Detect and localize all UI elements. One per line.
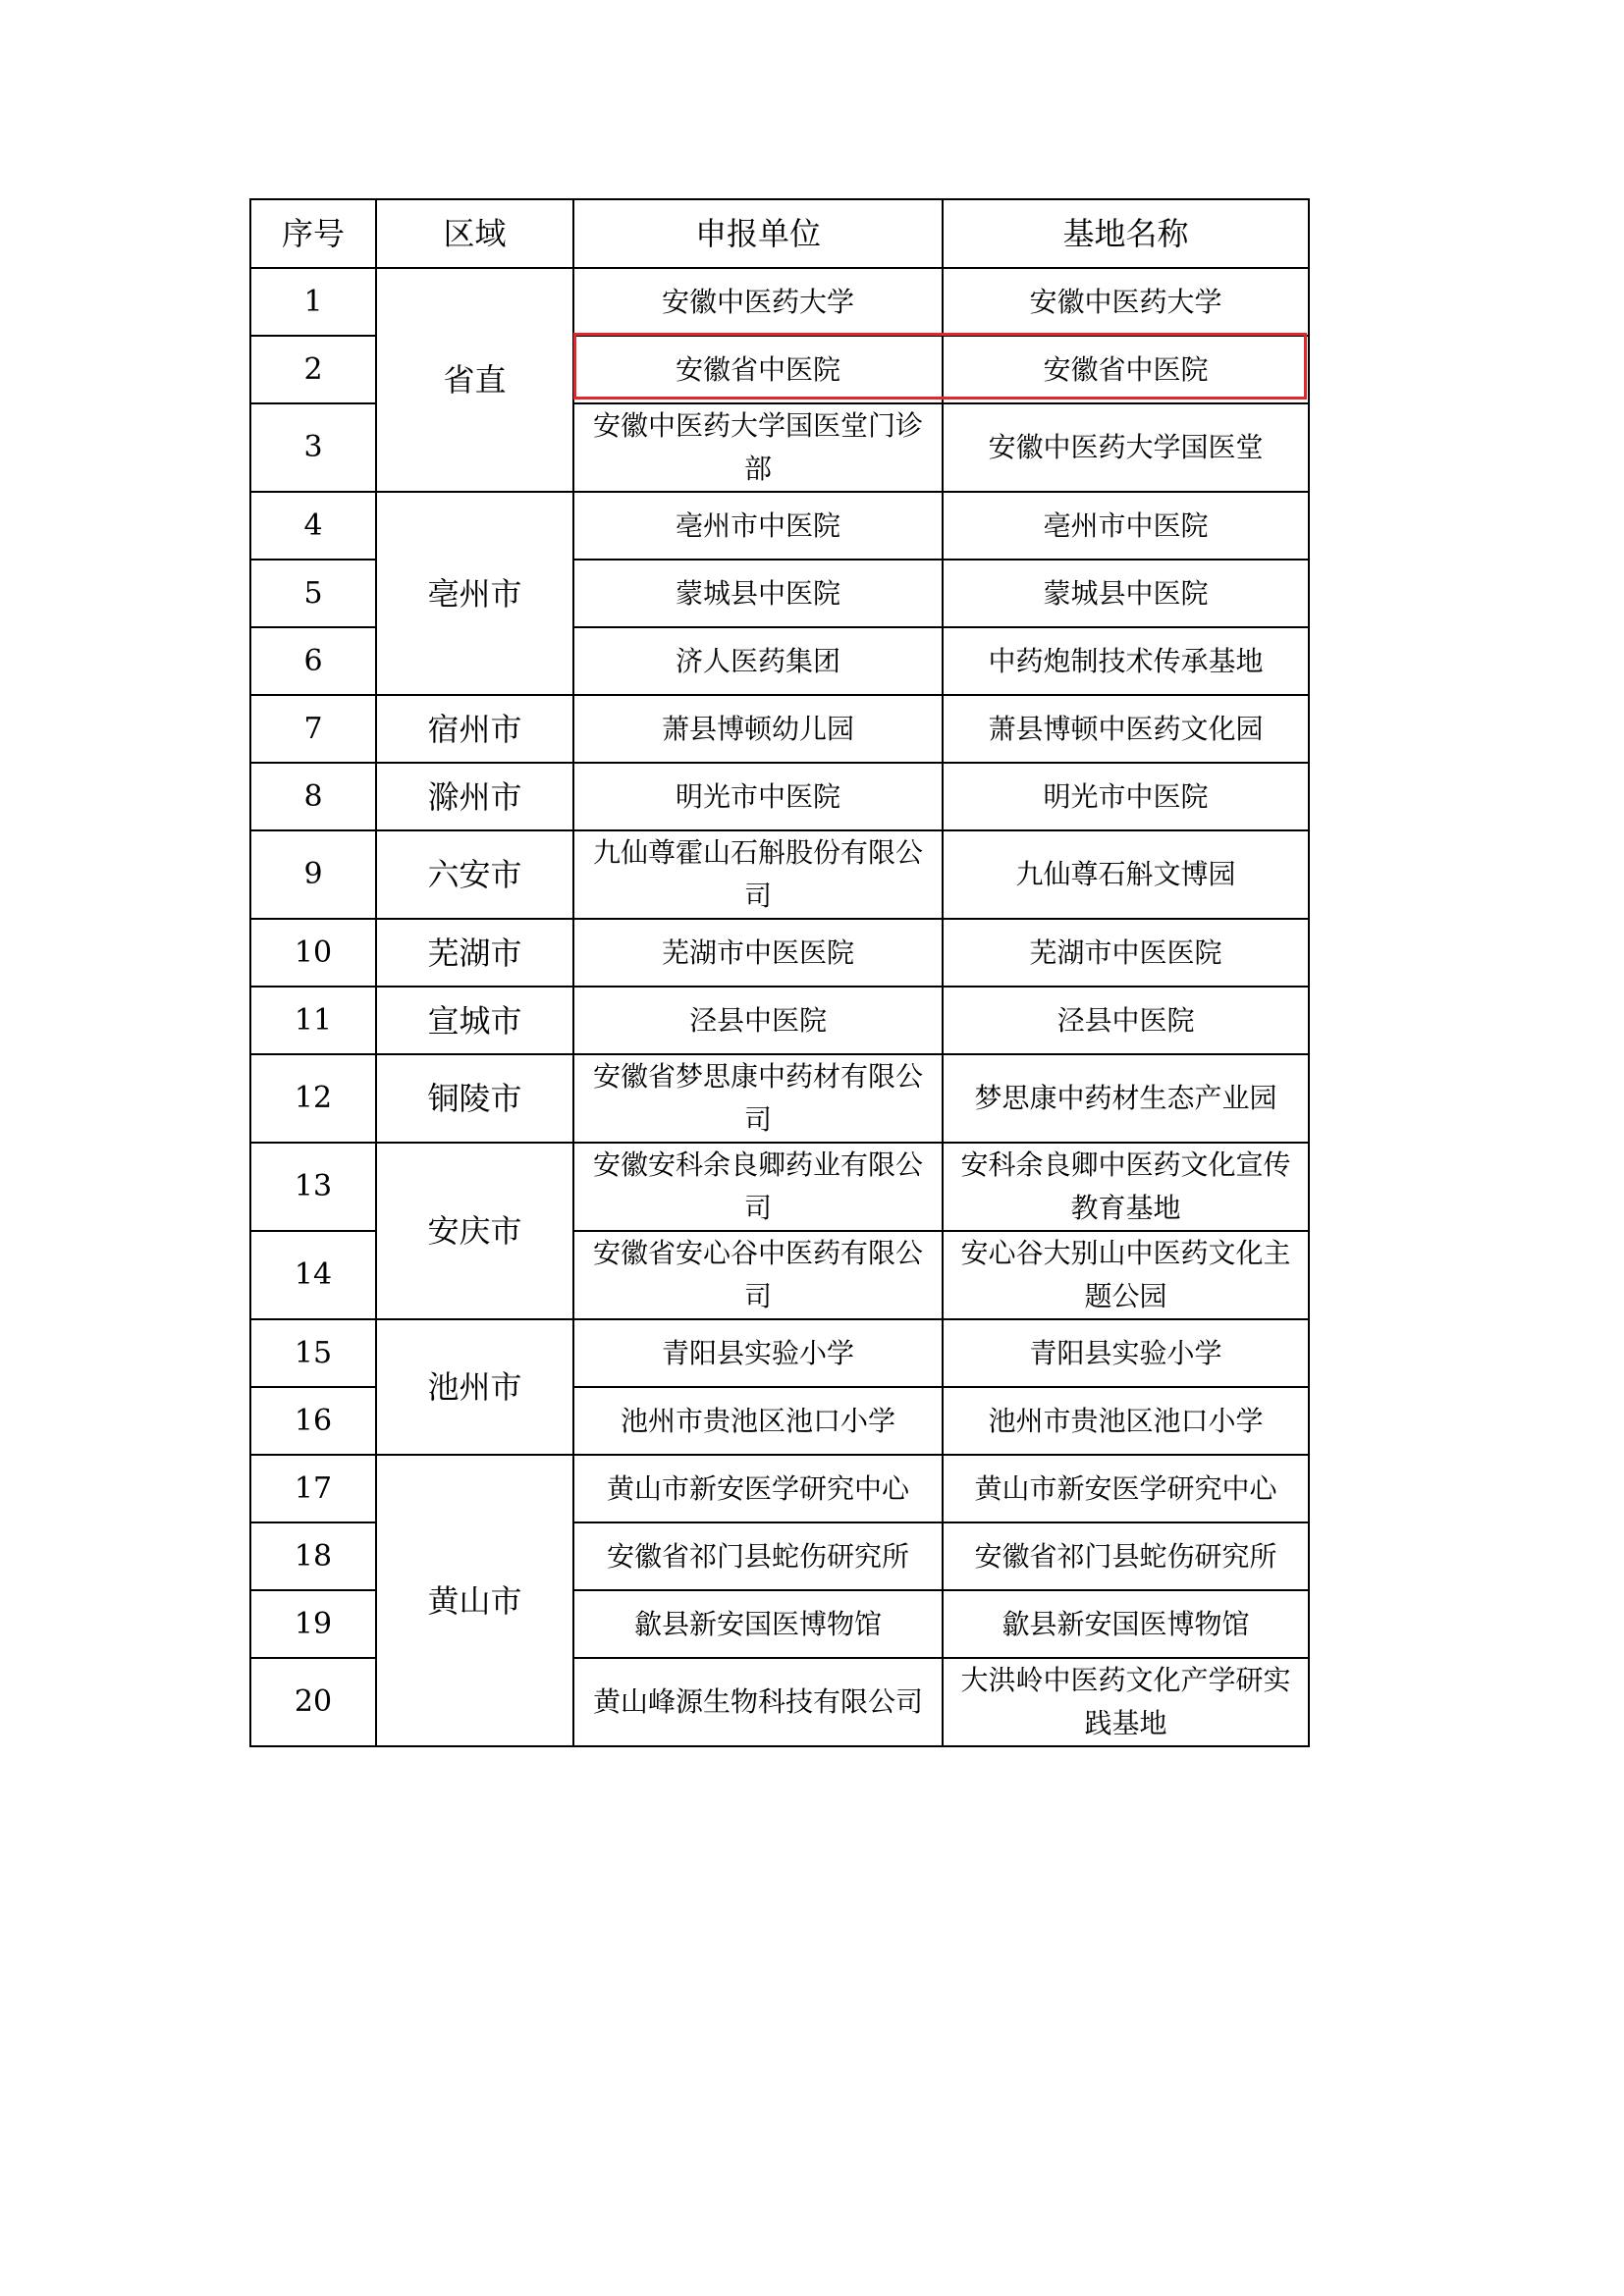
table-row: [250, 1455, 1309, 1522]
table-header-row: [250, 199, 1309, 268]
row-no: 17: [250, 1455, 376, 1522]
row-base: 安徽省祁门县蛇伤研究所: [943, 1522, 1309, 1590]
row-base: 安徽省中医院: [943, 336, 1309, 403]
row-base: 九仙尊石斛文博园: [943, 830, 1309, 919]
row-base: 安徽中医药大学国医堂: [943, 403, 1309, 492]
header-region: 区域: [376, 199, 573, 268]
row-no: 5: [250, 560, 376, 627]
row-base: 安科余良卿中医药文化宣传教育基地: [943, 1143, 1309, 1231]
row-base: 梦思康中药材生态产业园: [943, 1054, 1309, 1143]
row-unit: 安徽中医药大学: [573, 268, 943, 336]
row-unit: 安徽安科余良卿药业有限公司: [573, 1143, 943, 1231]
bases-table: [249, 198, 1310, 1747]
row-base: 中药炮制技术传承基地: [943, 627, 1309, 695]
row-base: 池州市贵池区池口小学: [943, 1387, 1309, 1455]
row-no: 4: [250, 492, 376, 560]
table-row: [250, 763, 1309, 830]
row-no: 10: [250, 919, 376, 987]
row-unit: 青阳县实验小学: [573, 1319, 943, 1387]
row-no: 3: [250, 403, 376, 492]
row-unit: 萧县博顿幼儿园: [573, 695, 943, 763]
row-unit: 九仙尊霍山石斛股份有限公司: [573, 830, 943, 919]
row-base: 青阳县实验小学: [943, 1319, 1309, 1387]
table-row: [250, 987, 1309, 1054]
row-unit: 芜湖市中医医院: [573, 919, 943, 987]
row-base: 安心谷大别山中医药文化主题公园: [943, 1231, 1309, 1319]
row-region: 铜陵市: [376, 1054, 573, 1143]
row-no: 12: [250, 1054, 376, 1143]
row-region: 六安市: [376, 830, 573, 919]
header-no: 序号: [250, 199, 376, 268]
row-base: 安徽中医药大学: [943, 268, 1309, 336]
row-no: 20: [250, 1658, 376, 1746]
row-base: 芜湖市中医医院: [943, 919, 1309, 987]
row-no: 15: [250, 1319, 376, 1387]
table-row: [250, 830, 1309, 919]
row-region: 宣城市: [376, 987, 573, 1054]
row-base: 黄山市新安医学研究中心: [943, 1455, 1309, 1522]
row-region: 宿州市: [376, 695, 573, 763]
row-unit: 泾县中医院: [573, 987, 943, 1054]
row-region: 滁州市: [376, 763, 573, 830]
row-unit: 明光市中医院: [573, 763, 943, 830]
row-region: 芜湖市: [376, 919, 573, 987]
header-unit: 申报单位: [573, 199, 943, 268]
table-row: [250, 268, 1309, 336]
table-row: [250, 1143, 1309, 1231]
row-no: 16: [250, 1387, 376, 1455]
header-base: 基地名称: [943, 199, 1309, 268]
table-row: [250, 695, 1309, 763]
row-base: 歙县新安国医博物馆: [943, 1590, 1309, 1658]
row-region: 黄山市: [376, 1455, 573, 1746]
row-unit: 济人医药集团: [573, 627, 943, 695]
row-unit: 安徽中医药大学国医堂门诊部: [573, 403, 943, 492]
row-region: 亳州市: [376, 492, 573, 695]
row-no: 18: [250, 1522, 376, 1590]
table-row: [250, 1319, 1309, 1387]
row-no: 19: [250, 1590, 376, 1658]
row-no: 2: [250, 336, 376, 403]
row-no: 13: [250, 1143, 376, 1231]
row-base: 明光市中医院: [943, 763, 1309, 830]
row-region: 安庆市: [376, 1143, 573, 1319]
row-region: 省直: [376, 268, 573, 492]
row-unit: 亳州市中医院: [573, 492, 943, 560]
row-base: 萧县博顿中医药文化园: [943, 695, 1309, 763]
row-no: 7: [250, 695, 376, 763]
row-no: 11: [250, 987, 376, 1054]
row-unit: 蒙城县中医院: [573, 560, 943, 627]
row-base: 大洪岭中医药文化产学研实践基地: [943, 1658, 1309, 1746]
row-no: 9: [250, 830, 376, 919]
row-region: 池州市: [376, 1319, 573, 1455]
table-row: [250, 1054, 1309, 1143]
table-row: [250, 492, 1309, 560]
row-base: 亳州市中医院: [943, 492, 1309, 560]
row-no: 14: [250, 1231, 376, 1319]
row-unit: 黄山峰源生物科技有限公司: [573, 1658, 943, 1746]
row-no: 6: [250, 627, 376, 695]
row-unit: 黄山市新安医学研究中心: [573, 1455, 943, 1522]
row-no: 8: [250, 763, 376, 830]
row-unit: 安徽省祁门县蛇伤研究所: [573, 1522, 943, 1590]
row-base: 蒙城县中医院: [943, 560, 1309, 627]
row-unit: 池州市贵池区池口小学: [573, 1387, 943, 1455]
row-unit: 安徽省梦思康中药材有限公司: [573, 1054, 943, 1143]
row-unit: 安徽省安心谷中医药有限公司: [573, 1231, 943, 1319]
row-unit: 安徽省中医院: [573, 336, 943, 403]
table-row: [250, 919, 1309, 987]
row-base: 泾县中医院: [943, 987, 1309, 1054]
row-no: 1: [250, 268, 376, 336]
row-unit: 歙县新安国医博物馆: [573, 1590, 943, 1658]
